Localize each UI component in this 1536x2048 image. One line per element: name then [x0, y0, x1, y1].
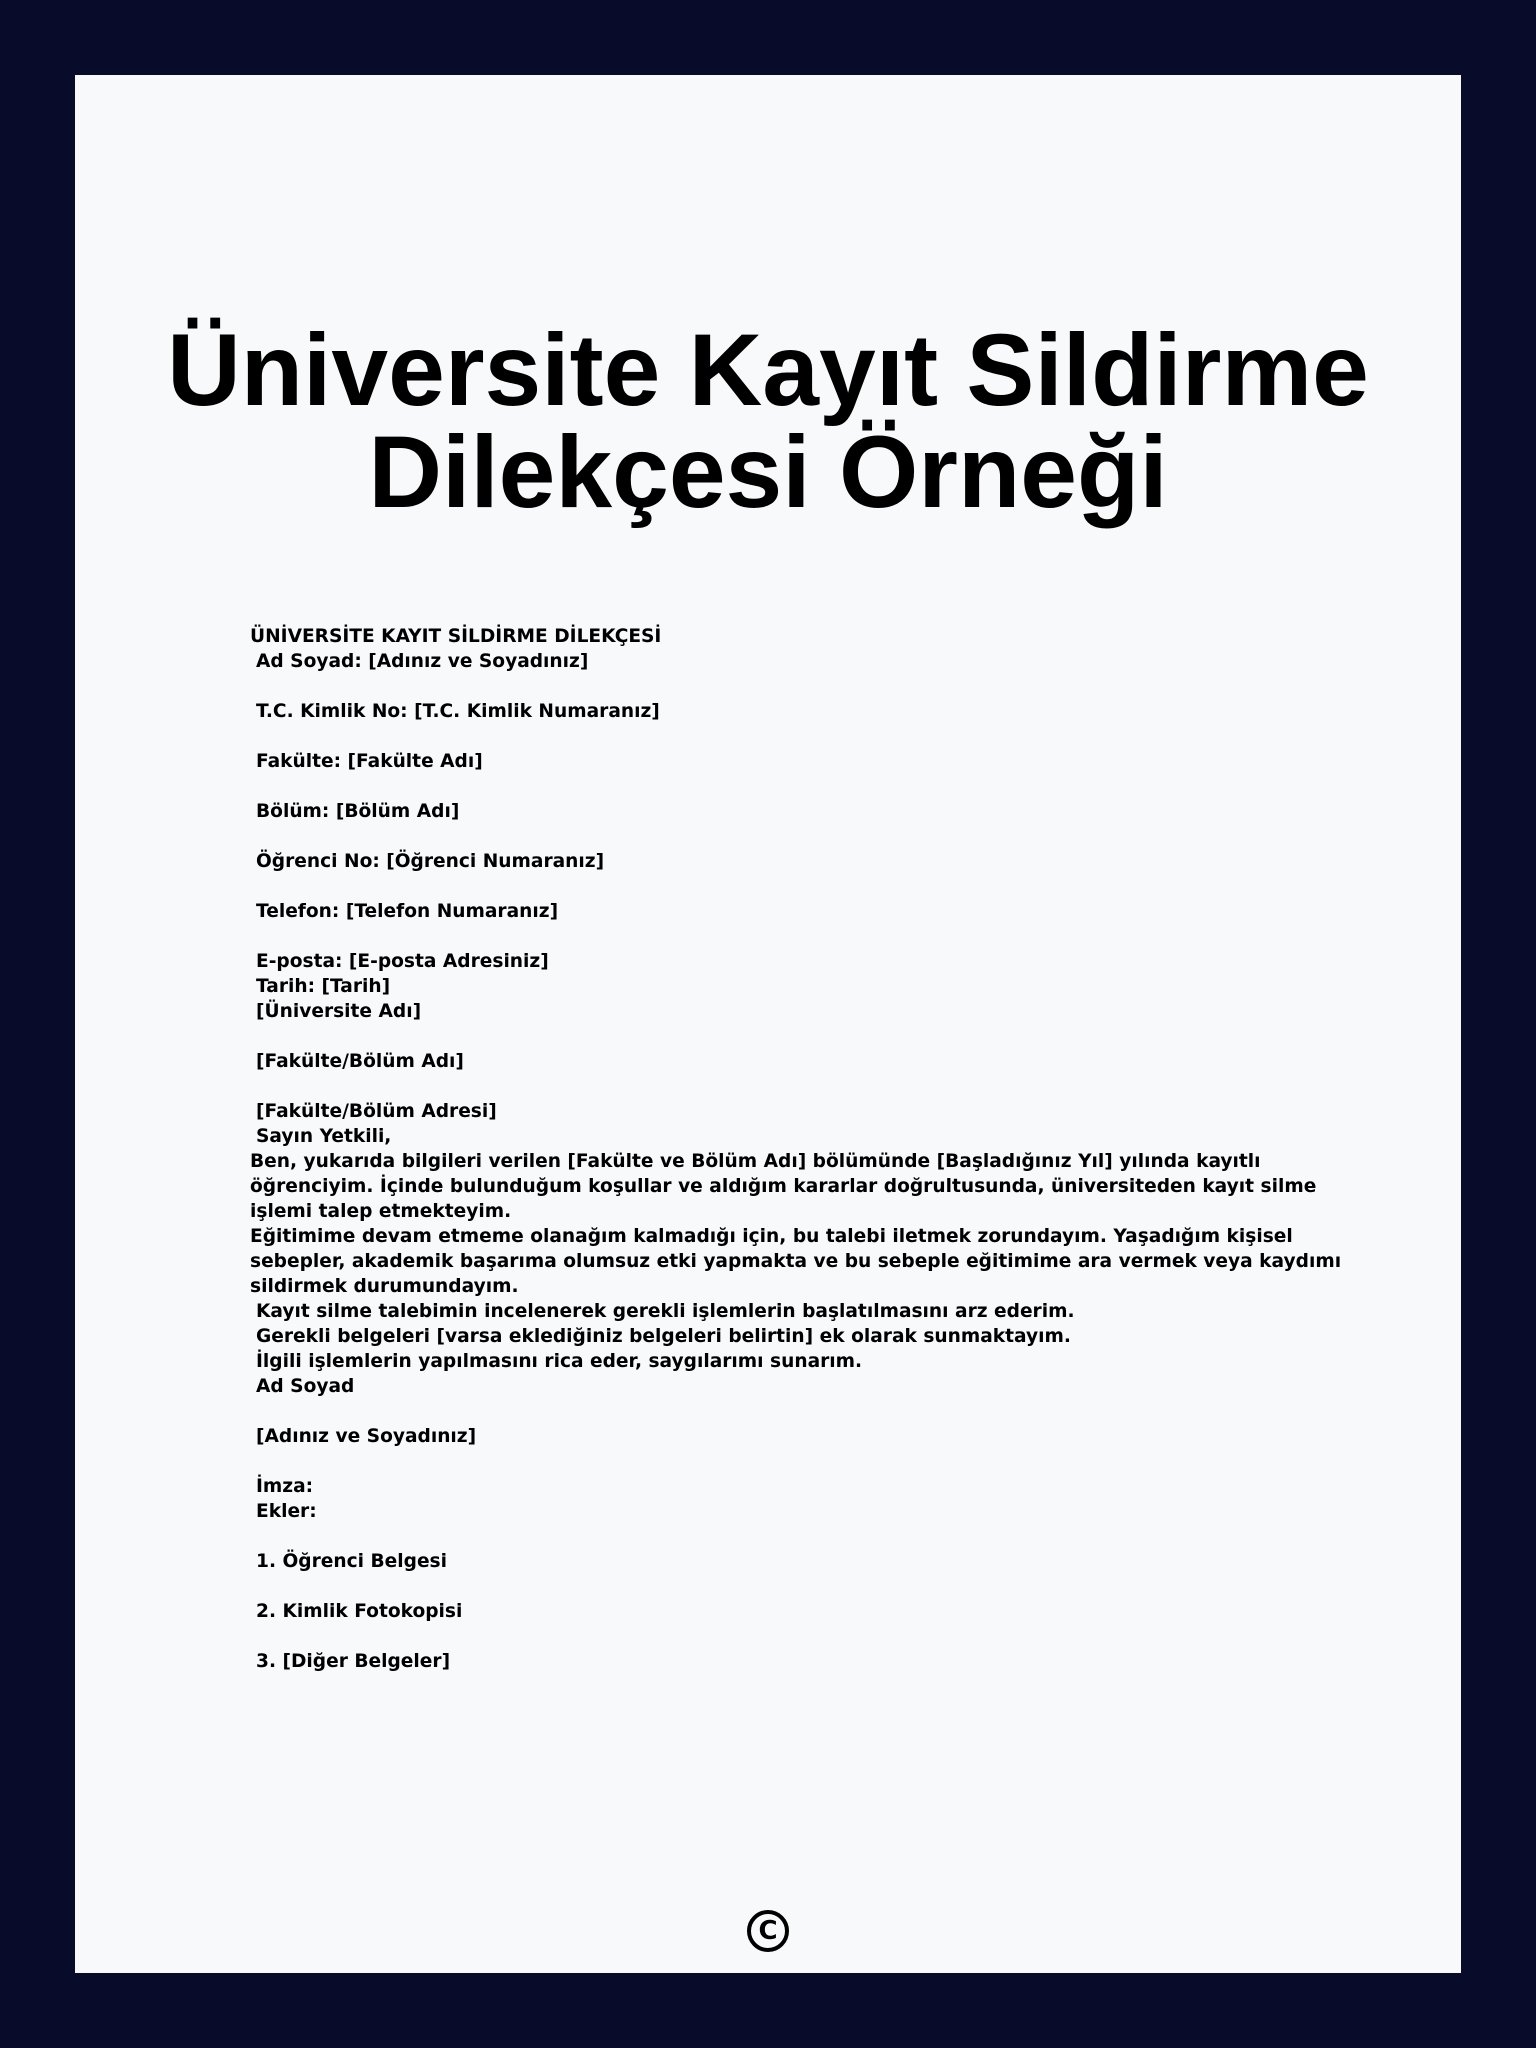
spacer	[250, 824, 1330, 849]
recipient-faculty: [Fakülte/Bölüm Adı]	[256, 1051, 464, 1072]
paragraph-2-line: Eğitimime devam etmeme olanağım kalmadığı için, bu talebi iletmek zorundayım. Yaşadığım kişisel	[250, 1226, 1293, 1247]
spacer	[250, 924, 1330, 949]
spacer	[250, 1574, 1330, 1599]
spacer	[250, 1524, 1330, 1549]
paragraph-2-line: sebepler, akademik başarıma olumsuz etki yapmakta ve bu sebeple eğitimime ara vermek veya kaydımı	[250, 1251, 1342, 1272]
spacer	[250, 1449, 1330, 1474]
spacer	[250, 1074, 1330, 1099]
page-title-line-2: Dilekçesi Örneği	[368, 415, 1168, 529]
spacer	[250, 1624, 1330, 1649]
paragraph-1-line: öğrenciyim. İçinde bulunduğum koşullar ve aldığım kararlar doğrultusunda, üniversiteden kayıt silme	[250, 1176, 1317, 1197]
paragraph-1-line: Ben, yukarıda bilgileri verilen [Fakülte ve Bölüm Adı] bölümünde [Başladığınız Yıl] yılında kayıtlı	[250, 1151, 1261, 1172]
signature-name: [Adınız ve Soyadınız]	[256, 1426, 477, 1447]
field-eposta: E-posta: [E-posta Adresiniz]	[256, 951, 549, 972]
documents-note: Gerekli belgeleri [varsa eklediğiniz belgeleri belirtin] ek olarak sunmaktayım.	[256, 1326, 1071, 1347]
spacer	[250, 724, 1330, 749]
request-sentence: Kayıt silme talebimin incelenerek gerekli işlemlerin başlatılmasını arz ederim.	[256, 1301, 1075, 1322]
field-ogrenci-no: Öğrenci No: [Öğrenci Numaranız]	[256, 851, 605, 872]
attachments-label: Ekler:	[256, 1501, 317, 1522]
spacer	[250, 1399, 1330, 1424]
signature-imza: İmza:	[256, 1476, 314, 1497]
paragraph-1	[250, 1149, 1330, 1224]
spacer	[250, 874, 1330, 899]
letter-heading: ÜNİVERSİTE KAYIT SİLDİRME DİLEKÇESİ	[250, 626, 662, 647]
field-bolum: Bölüm: [Bölüm Adı]	[256, 801, 460, 822]
paragraph-1-line: işlemi talep etmekteyim.	[250, 1201, 512, 1222]
signature-label: Ad Soyad	[256, 1376, 355, 1397]
recipient-university: [Üniversite Adı]	[256, 1001, 422, 1022]
salutation: Sayın Yetkili,	[256, 1126, 392, 1147]
spacer	[250, 674, 1330, 699]
spacer	[250, 774, 1330, 799]
attachment-item: 1. Öğrenci Belgesi	[256, 1551, 447, 1572]
copyright-icon: C	[747, 1910, 789, 1952]
recipient-address: [Fakülte/Bölüm Adresi]	[256, 1101, 497, 1122]
paragraph-2-line: sildirmek durumundayım.	[250, 1276, 519, 1297]
footer	[75, 1900, 1461, 1952]
document-page	[75, 75, 1461, 1973]
field-tarih: Tarih: [Tarih]	[256, 976, 391, 997]
paragraph-2	[250, 1224, 1342, 1299]
page-title	[75, 313, 1461, 529]
spacer	[250, 1024, 1330, 1049]
field-tc-kimlik: T.C. Kimlik No: [T.C. Kimlik Numaranız]	[256, 701, 660, 722]
petition-letter	[250, 624, 1342, 1674]
attachment-item: 3. [Diğer Belgeler]	[256, 1651, 451, 1672]
page-title-line-1: Üniversite Kayıt Sildirme	[167, 313, 1369, 427]
field-ad-soyad: Ad Soyad: [Adınız ve Soyadınız]	[256, 651, 589, 672]
attachment-item: 2. Kimlik Fotokopisi	[256, 1601, 463, 1622]
field-fakulte: Fakülte: [Fakülte Adı]	[256, 751, 483, 772]
field-telefon: Telefon: [Telefon Numaranız]	[256, 901, 559, 922]
closing-sentence: İlgili işlemlerin yapılmasını rica eder, saygılarımı sunarım.	[256, 1351, 863, 1372]
